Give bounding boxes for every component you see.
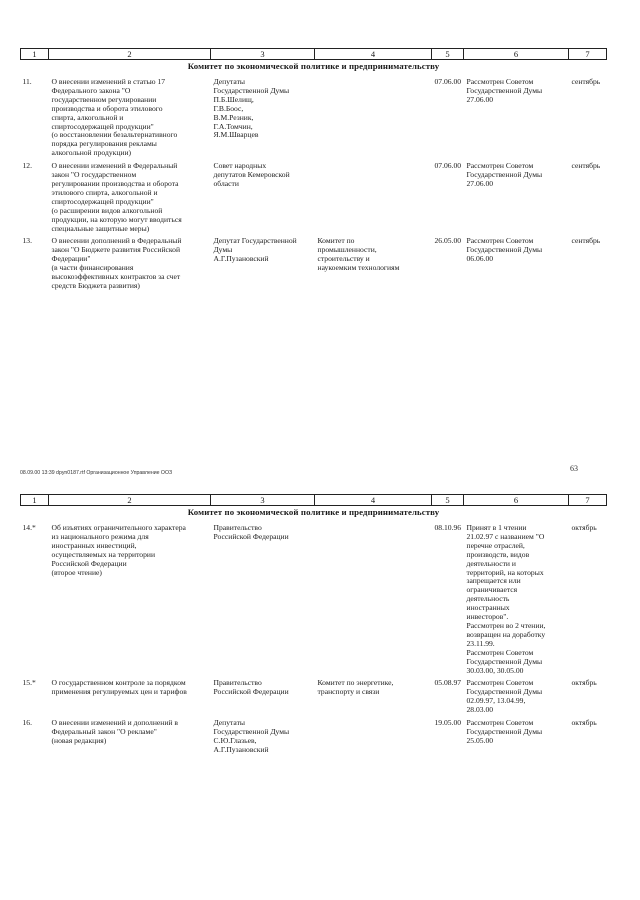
co-committee	[315, 675, 432, 715]
bill-status-line: ограничивается	[466, 585, 518, 595]
bill-title-line: продукции, на которую могут вводиться	[51, 214, 182, 224]
bill-title-line: (о восстановлении безальтернативного	[51, 130, 178, 140]
bill-title-line: производства и оборота этилового	[51, 103, 163, 113]
bill-title	[49, 675, 211, 715]
submission-date: 05.08.97	[434, 678, 462, 688]
table-row	[21, 74, 607, 158]
submission-date: 07.06.00	[434, 161, 462, 171]
planned-month: сентябрь	[571, 236, 601, 246]
row-number: 15.*	[22, 678, 36, 688]
bill-title	[49, 158, 211, 233]
bill-status-line: производств, видов	[466, 549, 530, 559]
bill-author-line: П.Б.Шелищ,	[213, 94, 254, 104]
bill-author-line: Российской Федерации	[213, 687, 289, 697]
column-number: 4	[315, 495, 432, 506]
bill-title-line: О внесении изменений в статью 17	[51, 77, 166, 86]
bill-author-line: Г.В.Боос,	[213, 103, 244, 113]
bill-title-line: иностранных инвестиций,	[51, 540, 137, 550]
column-number-header	[21, 49, 607, 60]
bill-status	[464, 715, 569, 755]
bill-title-line: этилового спирта, алкогольной и	[51, 187, 158, 197]
bill-author	[211, 715, 315, 755]
bill-title-line: порядка регулирования рекламы	[51, 139, 157, 149]
column-number: 6	[464, 49, 569, 60]
co-committee	[315, 233, 432, 290]
bill-title	[49, 233, 211, 290]
bill-title-line: (новая редакция)	[51, 735, 107, 745]
column-number: 4	[315, 49, 432, 60]
bills-table-1	[20, 48, 607, 291]
column-number: 1	[21, 495, 49, 506]
bill-title-line: алкогольной продукции)	[51, 148, 132, 158]
bill-status-line: Рассмотрен Советом	[466, 718, 534, 728]
co-committee-line: строительству и	[317, 254, 370, 264]
co-committee	[315, 74, 432, 158]
bill-status-line: 06.06.00	[466, 254, 494, 264]
submission-date: 26.05.00	[434, 236, 462, 246]
table-row	[21, 675, 607, 715]
bill-author-line: Российской Федерации	[213, 531, 289, 541]
co-committee	[315, 715, 432, 755]
submission-date: 19.05.00	[434, 718, 462, 728]
bill-title-line: осуществляемых на территории	[51, 549, 156, 559]
bill-status-line: Рассмотрен Советом	[466, 77, 534, 86]
column-number: 3	[211, 49, 315, 60]
bill-status-line: Государственной Думы	[466, 726, 543, 736]
bill-author-line: Государственной Думы	[213, 85, 290, 95]
bill-title-line: средств Бюджета развития)	[51, 280, 140, 290]
bill-title-line: государственном регулировании	[51, 94, 157, 104]
bill-status-line: 27.06.00	[466, 178, 494, 188]
co-committee-line: Комитет по	[317, 236, 355, 246]
bill-title-line: Российской Федерации	[51, 558, 127, 568]
co-committee	[315, 520, 432, 675]
bill-status-line: Рассмотрен Советом	[466, 236, 534, 246]
bill-author-line: Совет народных	[213, 161, 267, 171]
bill-status-line: 21.02.97 с названием "О	[466, 531, 545, 541]
bill-title-line: (о расширении видов алкогольной	[51, 205, 163, 215]
planned-month: октябрь	[571, 718, 597, 728]
bill-status-line: Рассмотрен Советом	[466, 647, 534, 657]
column-number: 1	[21, 49, 49, 60]
bill-status-line: Рассмотрен во 2 чтении,	[466, 620, 546, 630]
bill-status	[464, 233, 569, 290]
bill-author-line: С.Ю.Глазьев,	[213, 735, 257, 745]
bill-author	[211, 520, 315, 675]
bill-status-line: деятельности и	[466, 558, 516, 568]
bill-title-line: специальные защитные меры)	[51, 223, 150, 233]
bill-title-line: закон "О государственном	[51, 170, 137, 180]
column-number: 3	[211, 495, 315, 506]
bill-status-line: деятельность	[466, 594, 510, 604]
bill-title-line: Федеральный закон "О рекламе"	[51, 726, 157, 736]
co-committee-line: наукоемким технологиям	[317, 263, 400, 273]
bill-title-line: (в части финансирования	[51, 263, 134, 273]
page-block-1	[20, 48, 606, 291]
column-number: 5	[432, 495, 464, 506]
row-number: 13.	[22, 236, 32, 246]
bill-status-line: Государственной Думы	[466, 170, 543, 180]
bill-status-line: возвращен на доработку	[466, 629, 546, 639]
bill-title-line: Об изъятиях ограничительного характера	[51, 523, 186, 532]
row-number: 11.	[22, 77, 32, 86]
bill-title-line: О внесении изменений и дополнений в	[51, 718, 178, 728]
row-number: 16.	[22, 718, 32, 728]
planned-month: октябрь	[571, 523, 597, 532]
page-number: 63	[570, 464, 578, 473]
bill-author-line: Думы	[213, 245, 233, 255]
bill-title	[49, 74, 211, 158]
bill-status-line: Государственной Думы	[466, 656, 543, 666]
bill-author-line: Правительство	[213, 678, 262, 688]
submission-date: 08.10.96	[434, 523, 462, 532]
planned-month: октябрь	[571, 678, 597, 688]
bill-status	[464, 520, 569, 675]
bill-title	[49, 520, 211, 675]
bill-title-line: Федерального закона "О	[51, 85, 131, 95]
bill-status-line: инвесторов".	[466, 612, 509, 622]
bill-author	[211, 158, 315, 233]
bill-status-line: 30.03.00, 30.05.00	[466, 665, 524, 675]
row-number: 14.*	[22, 523, 36, 532]
co-committee-line: транспорту и связи	[317, 687, 380, 697]
bill-title-line: из национального режима для	[51, 531, 149, 541]
bill-author-line: Правительство	[213, 523, 262, 532]
bill-author-line: А.Г.Пузановский	[213, 744, 269, 754]
bill-author-line: Депутат Государственной	[213, 236, 297, 246]
bill-status-line: 25.05.00	[466, 735, 494, 745]
bill-author-line: А.Г.Пузановский	[213, 254, 269, 264]
table-row	[21, 715, 607, 755]
bill-author-line: Г.А.Томчин,	[213, 121, 253, 131]
section-title: Комитет по экономической политике и предпринимательству	[187, 507, 440, 517]
bill-title-line: спиртосодержащей продукции"	[51, 196, 154, 206]
co-committee	[315, 158, 432, 233]
page-block-2	[20, 494, 606, 755]
co-committee-line: Комитет по энергетике,	[317, 678, 394, 688]
bill-status-line: запрещается или	[466, 576, 521, 586]
bill-author	[211, 233, 315, 290]
bill-status-line: Рассмотрен Советом	[466, 161, 534, 171]
bill-author	[211, 74, 315, 158]
bill-status-line: Государственной Думы	[466, 245, 543, 255]
bill-author-line: области	[213, 178, 239, 188]
section-title: Комитет по экономической политике и предпринимательству	[187, 61, 440, 71]
bill-author-line: депутатов Кемеровской	[213, 170, 290, 180]
page-footer	[20, 464, 606, 480]
bill-status	[464, 74, 569, 158]
column-number: 2	[49, 49, 211, 60]
bill-status-line: 23.11.99.	[466, 638, 495, 648]
column-number: 6	[464, 495, 569, 506]
bill-status-line: 27.06.00	[466, 94, 494, 104]
bill-title-line: высокоэффективных контрактов за счет	[51, 272, 181, 282]
bill-author-line: Государственной Думы	[213, 726, 290, 736]
column-number: 2	[49, 495, 211, 506]
bill-author-line: Депутаты	[213, 77, 246, 86]
table-row	[21, 158, 607, 233]
bill-status-line: Принят в 1 чтении	[466, 523, 527, 532]
table-row	[21, 520, 607, 675]
bill-title-line: Федерации"	[51, 254, 91, 264]
column-number: 7	[569, 49, 607, 60]
bill-title-line: регулировании производства и оборота	[51, 178, 179, 188]
bill-status-line: территорий, на которых	[466, 567, 544, 577]
bill-title-line: О внесении изменений в Федеральный	[51, 161, 178, 171]
bill-author	[211, 675, 315, 715]
bill-status	[464, 158, 569, 233]
bill-title-line: спирта, алкогольной и	[51, 112, 124, 122]
bill-author-line: Депутаты	[213, 718, 246, 728]
table-row	[21, 233, 607, 290]
footer-text: 08.09.00 13:39 dpyn0187.rtf Организационное Управление ООЗ	[20, 470, 173, 476]
bill-title	[49, 715, 211, 755]
bill-status-line: Государственной Думы	[466, 85, 543, 95]
bill-title-line: применения регулируемых цен и тарифов	[51, 687, 187, 697]
bills-table-2	[20, 494, 607, 755]
bill-status-line: 02.09.97, 13.04.99,	[466, 696, 526, 706]
bill-title-line: закон "О Бюджете развития Российской	[51, 245, 181, 255]
bill-author-line: В.М.Резник,	[213, 112, 254, 122]
column-number-header	[21, 495, 607, 506]
planned-month: сентябрь	[571, 77, 601, 86]
bill-status	[464, 675, 569, 715]
bill-status-line: перечне отраслей,	[466, 540, 525, 550]
planned-month: сентябрь	[571, 161, 601, 171]
bill-title-line: (второе чтение)	[51, 567, 102, 577]
co-committee-line: промышленности,	[317, 245, 377, 255]
bill-status-line: Рассмотрен Советом	[466, 678, 534, 688]
column-number: 5	[432, 49, 464, 60]
column-number: 7	[569, 495, 607, 506]
bill-title-line: спиртосодержащей продукции"	[51, 121, 154, 131]
bill-status-line: иностранных	[466, 603, 510, 613]
row-number: 12.	[22, 161, 32, 171]
bill-status-line: Государственной Думы	[466, 687, 543, 697]
bill-status-line: 28.03.00	[466, 705, 494, 715]
bill-author-line: Я.М.Шварцев	[213, 130, 259, 140]
submission-date: 07.06.00	[434, 77, 462, 86]
bill-title-line: О внесении дополнений в Федеральный	[51, 236, 182, 246]
bill-title-line: О государственном контроле за порядком	[51, 678, 186, 688]
